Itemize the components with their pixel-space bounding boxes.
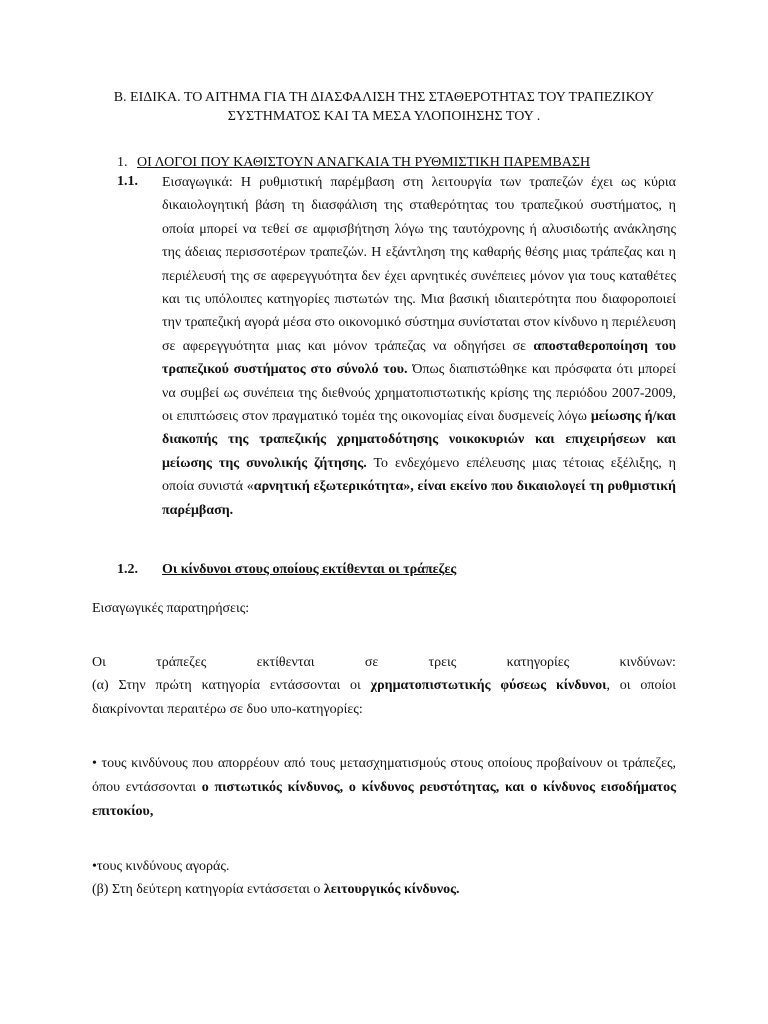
- section-1-heading: [117, 154, 590, 172]
- word: εκτίθενται: [256, 655, 315, 670]
- bullet-item-1: [92, 752, 676, 824]
- title-line-2: ΣΥΣΤΗΜΑΤΟΣ ΚΑΙ ΤΑ ΜΕΣΑ ΥΛΟΠΟΙΗΣΗΣ ΤΟΥ .: [227, 109, 541, 124]
- paragraph-text: • τους κινδύνους που απορρέουν από τους μετασχηματισμούς στους οποίους προβαίνουν οι τράπεζες, όπου εντάσσονται: [92, 756, 676, 795]
- section-1-number: 1.: [117, 155, 128, 170]
- word: κατηγορίες: [506, 655, 570, 670]
- subsection-1-2-number: 1.2.: [117, 562, 138, 577]
- paragraph-bold-text: μείωσης ή/και διακοπής της τραπεζικής χρηματοδότησης νοικοκυριών και επιχειρήσεων και μείωσης της συνολικής ζήτησης.: [162, 409, 677, 471]
- paragraph-bold-text: αρνητική εξωτερικότητα», είναι εκείνο που δικαιολογεί τη ρυθμιστική παρέμβαση.: [162, 479, 676, 518]
- paragraph-bold-text: ο πιστωτικός κίνδυνος, ο κίνδυνος ρευστότητας, και ο κίνδυνος εισοδήματος επιτοκίου,: [92, 780, 676, 819]
- risk-categories-line: [92, 653, 676, 673]
- subsection-1-1-number: 1.1.: [117, 174, 138, 189]
- title-line-1: Β. ΕΙΔΙΚΑ. ΤΟ ΑΙΤΗΜΑ ΓΙΑ ΤΗ ΔΙΑΣΦΑΛΙΣΗ ΤΗΣ ΣΤΑΘΕΡΟΤΗΤΑΣ ΤΟΥ ΤΡΑΠΕΖΙΚΟΥ: [113, 90, 655, 105]
- category-alpha-paragraph: [92, 674, 676, 722]
- paragraph-bold-text: λειτουργικός κίνδυνος.: [323, 882, 460, 897]
- paragraph-bold-text: χρηματοπιστωτικής φύσεως κίνδυνοι: [370, 678, 607, 693]
- subsection-1-2-title: Οι κίνδυνοι στους οποίους εκτίθενται οι τράπεζες: [162, 562, 457, 577]
- word: Οι: [92, 655, 106, 670]
- intro-remarks: Εισαγωγικές παρατηρήσεις:: [92, 601, 250, 616]
- paragraph-text: Το ενδεχόμενο επέλευσης μιας τέτοιας εξέλιξης, η οποία συνιστά «: [162, 455, 677, 495]
- bullet-item-2: •τους κινδύνους αγοράς.: [92, 859, 230, 874]
- document-title: [80, 88, 688, 126]
- section-1-title: ΟΙ ΛΟΓΟΙ ΠΟΥ ΚΑΘΙΣΤΟΥΝ ΑΝΑΓΚΑΙΑ ΤΗ ΡΥΘΜΙΣΤΙΚΗ ΠΑΡΕΜΒΑΣΗ: [137, 155, 591, 170]
- paragraph-text: (α) Στην πρώτη κατηγορία εντάσσονται οι: [92, 678, 371, 693]
- paragraph-bold-text: αποσταθεροποίηση του τραπεζικού συστήματος στο σύνολό του.: [162, 338, 676, 378]
- word: κινδύνων:: [619, 655, 676, 670]
- word: τρεις: [428, 655, 457, 670]
- paragraph-text: Εισαγωγικά: Η ρυθμιστική παρέμβαση στη λειτουργία των τραπεζών έχει ως κύρια δικαιολογητική βάση τη διασφάλιση της σταθερότητας του τραπεζικού συστήματος, η οποία μπορεί να τεθεί σε αμφισβήτηση λόγω της ταυτόχρονης ή αλυσιδωτής ανάκλησης της άδειας περισσοτέρων τραπεζών. Η εξάντληση της καθαρής θέσης μιας τράπεζας και η περιέλευσή της σε αφερεγγυότητα δεν έχει αρνητικές συνέπειες μόνον για τους καταθέτες και τις υπόλοιπες κατηγορίες πιστωτών της. Μια βασική ιδιαιτερότητα που διαφοροποιεί την τραπεζική αγορά μέσα στο οικονομικό σύστημα συνίσταται στον κίνδυνο η περιέλευση σε αφερεγγυότητα μιας και μόνον τράπεζας να οδηγήσει σε: [162, 175, 676, 354]
- paragraph-text: , οι οποίοι διακρίνονται περαιτέρω σε δυο υπο-κατηγορίες:: [92, 678, 676, 717]
- paragraph-text: Όπως διαπιστώθηκε και πρόσφατα ότι μπορεί να συμβεί ως συνέπεια της διεθνούς χρηματοπιστωτικής κρίσης της περιόδου 2007-2009, οι επιπτώσεις στον πραγματικό τομέα της οικονομίας είναι δυσμενείς λόγω: [162, 362, 676, 425]
- category-beta-paragraph: [92, 878, 676, 902]
- subsection-1-1-paragraph: [162, 171, 676, 522]
- paragraph-text: (β) Στη δεύτερη κατηγορία εντάσσεται ο: [92, 882, 324, 897]
- word: σε: [364, 655, 379, 670]
- word: τράπεζες: [156, 655, 207, 670]
